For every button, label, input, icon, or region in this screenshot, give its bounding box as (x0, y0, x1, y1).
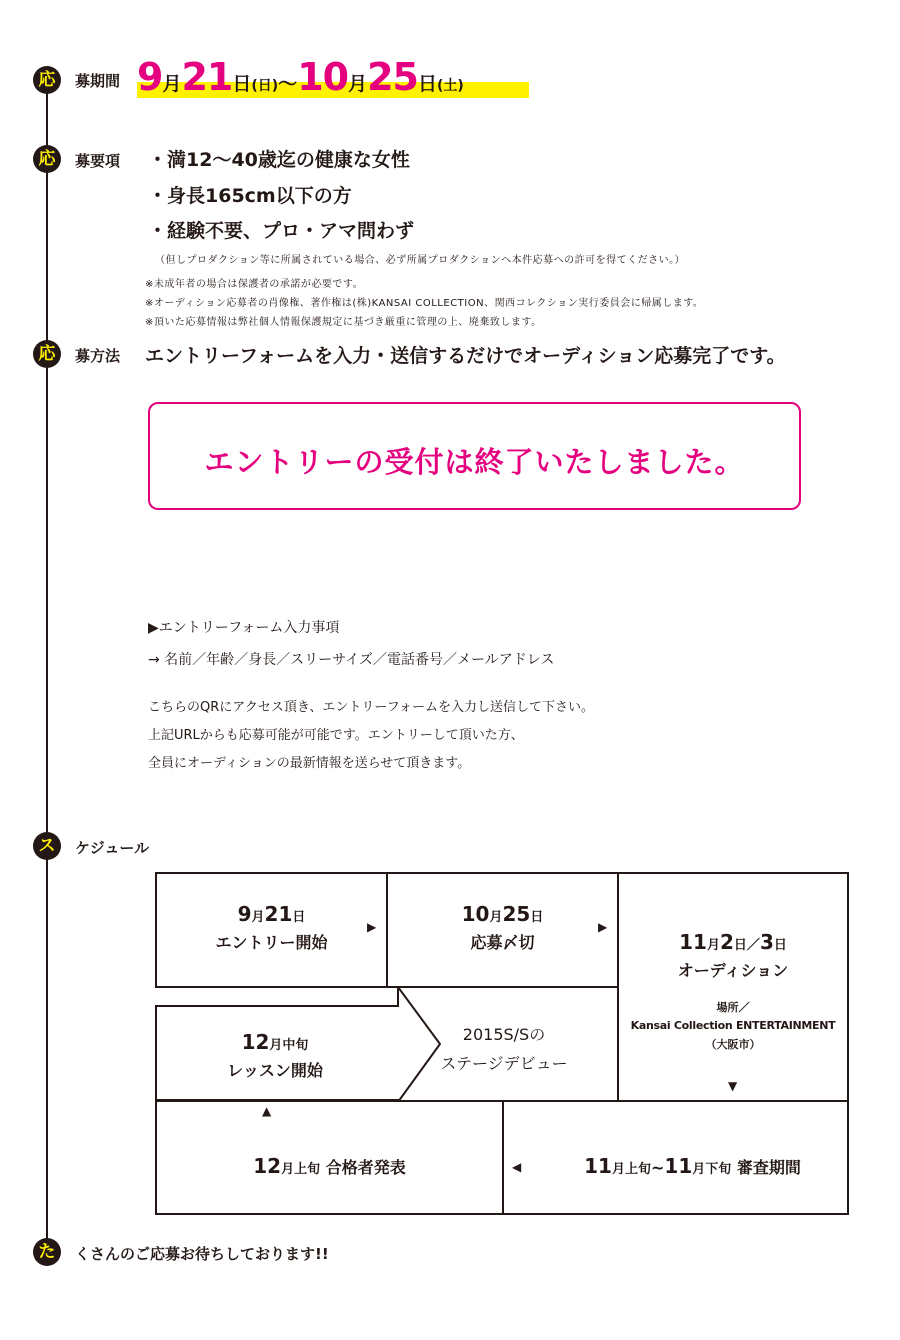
step-date: 12 (241, 1030, 270, 1054)
section-badge-requirements: 応 (33, 145, 61, 173)
instruction-line: こちらのQRにアクセス頂き、エントリーフォームを入力し送信して下さい。 (148, 700, 595, 715)
step-date: 11 (679, 930, 707, 954)
form-items-title: ▶エントリーフォーム入力事項 (148, 620, 340, 636)
period-end-month: 10 (297, 55, 349, 99)
venue-name: Kansai Collection ENTERTAINMENT (630, 1019, 836, 1032)
step-label: 審査期間 (736, 1158, 801, 1177)
form-items: → 名前／年齢／身長／スリーサイズ／電話番号／メールアドレス (148, 652, 555, 668)
instruction-line: 上記URLからも応募可能が可能です。エントリーして頂いた方、 (148, 728, 524, 743)
requirement-item: ・満12〜40歳迄の健康な女性 (148, 149, 410, 171)
requirement-note-paren: （但しプロダクション等に所属されている場合、必ず所属プロダクションへ本件応募への許可を得てください。） (155, 255, 686, 266)
schedule-label: ケジュール (75, 839, 150, 857)
step-date: 2 (719, 930, 734, 954)
debut-line: 2015S/Sの (462, 1025, 546, 1044)
entry-closed-message: エントリーの受付は終了いたしました。 (204, 445, 745, 479)
requirement-note: ※オーディション応募者の肖像権、著作権は(株)KANSAI COLLECTION、関西コレクション実行委員会に帰属します。 (145, 298, 704, 309)
schedule-step-debut (420, 1022, 588, 1074)
requirement-note: ※頂いた応募情報は弊社個人情報保護規定に基づき厳重に管理の上、廃棄致します。 (145, 317, 542, 328)
step-date: 12 (253, 1154, 282, 1178)
period-unit: 日 (417, 73, 437, 95)
step-date: 3 (759, 930, 774, 954)
arrow-left-icon: ◀ (512, 1160, 522, 1174)
entry-closed-notice (148, 402, 801, 510)
arrow-up-icon: ▲ (262, 1104, 272, 1118)
period-weekday: (日) (251, 78, 279, 94)
period-start-day: 21 (181, 55, 233, 99)
step-date-unit: 月中旬 (269, 1038, 309, 1053)
schedule-step-entry-start (155, 872, 388, 988)
step-date-unit: 日 (292, 910, 306, 925)
period-unit: 月 (348, 73, 368, 95)
step-date-sep: ／ (746, 938, 760, 953)
step-date-unit: 月下旬 (692, 1162, 732, 1177)
period-start-month: 9 (137, 55, 163, 99)
step-date-unit: 日 (733, 938, 747, 953)
step-date-unit: 月 (251, 910, 265, 925)
period-unit: 月 (162, 73, 182, 95)
step-date: 21 (264, 902, 293, 926)
debut-line: ステージデビュー (440, 1054, 568, 1073)
section-badge-schedule: ス (33, 832, 61, 860)
step-date: 9 (237, 902, 252, 926)
period-label: 募期間 (75, 72, 121, 90)
step-label: 合格者発表 (325, 1158, 406, 1177)
step-date: 10 (461, 902, 490, 926)
step-date-unit: 月上旬 (611, 1162, 651, 1177)
step-date-unit: 日 (530, 910, 544, 925)
arrow-down-icon: ▼ (728, 1079, 738, 1093)
step-date: 11 (584, 1154, 612, 1178)
period-tilde: 〜 (278, 73, 298, 95)
schedule-step-audition (617, 872, 849, 1102)
section-badge-method: 応 (33, 340, 61, 368)
timeline-line (46, 70, 48, 1250)
schedule-step-review (502, 1100, 849, 1215)
step-date: 25 (502, 902, 531, 926)
venue-city: （大阪市） (705, 1038, 761, 1051)
requirement-item: ・経験不要、プロ・アマ問わず (148, 220, 415, 242)
method-label: 募方法 (75, 347, 121, 365)
step-label: 応募〆切 (470, 933, 535, 952)
step-label: エントリー開始 (215, 933, 328, 952)
arrow-right-icon: ▶ (367, 920, 377, 934)
application-period (137, 55, 464, 99)
arrow-right-icon: ▶ (598, 920, 608, 934)
step-date: 11 (664, 1154, 693, 1178)
period-weekday: (土) (437, 78, 464, 94)
requirement-note: ※未成年者の場合は保護者の承諾が必要です。 (145, 279, 364, 290)
schedule-step-deadline (386, 872, 619, 988)
requirement-item: ・身長165cm以下の方 (148, 185, 352, 207)
schedule-step-results (155, 1100, 504, 1215)
venue-label: 場所／ (716, 1001, 750, 1014)
step-date-unit: 月上旬 (281, 1162, 321, 1177)
step-label: レッスン開始 (227, 1061, 323, 1080)
step-date-unit: 月 (706, 938, 720, 953)
schedule-step-lesson (160, 1030, 390, 1081)
step-date-unit: 月 (489, 910, 503, 925)
requirements-label: 募要項 (75, 152, 121, 170)
step-tilde: ~ (651, 1158, 665, 1177)
period-unit: 日 (232, 73, 252, 95)
closing-text: くさんのご応募お待ちしております!! (75, 1245, 329, 1263)
section-badge-closing: た (33, 1238, 61, 1266)
period-end-day: 25 (367, 55, 418, 99)
step-label: オーディション (677, 961, 789, 980)
instruction-line: 全員にオーディションの最新情報を送らせて頂きます。 (148, 756, 471, 771)
step-date-unit: 日 (773, 938, 787, 953)
section-badge-period: 応 (33, 66, 61, 94)
method-text: エントリーフォームを入力・送信するだけでオーディション応募完了です。 (145, 345, 786, 367)
